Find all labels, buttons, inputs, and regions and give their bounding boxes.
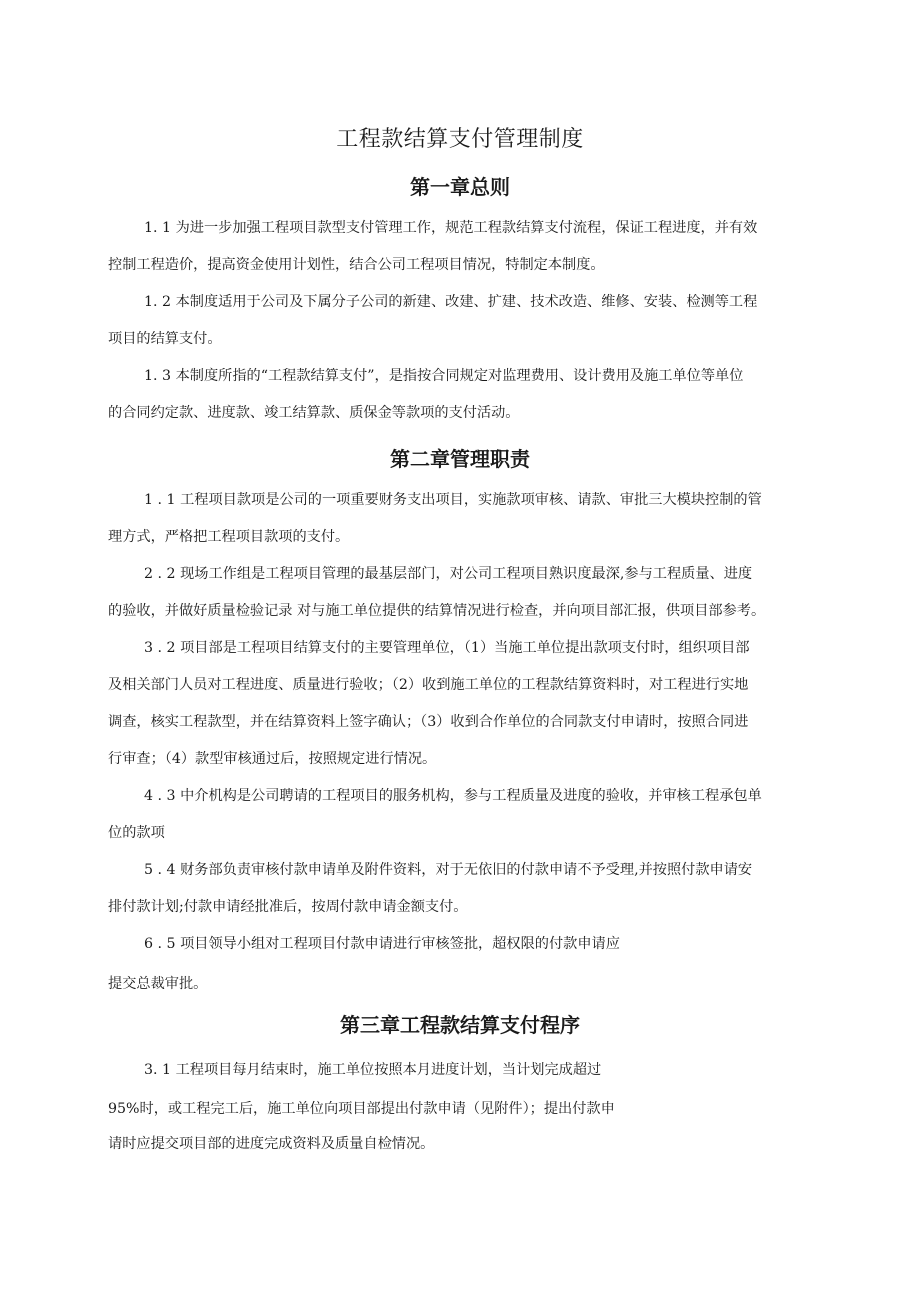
ch2-para-3-line-1: 3 . 2 项目部是工程项目结算支付的主要管理单位，（1）当施工单位提出款项支付时，组织项目部 (144, 640, 750, 656)
ch1-para-2-line-2: 项目的结算支付。 (108, 331, 222, 347)
chapter-3-heading: 第三章工程款结算支付程序 (340, 1013, 580, 1037)
ch2-para-5-line-2: 排付款计划;付款申请经批准后，按周付款申请金额支付。 (108, 899, 468, 915)
ch2-para-1-line-2: 理方式，严格把工程项目款项的支付。 (108, 529, 350, 545)
chapter-1-heading: 第一章总则 (410, 175, 510, 199)
chapter-2-heading: 第二章管理职责 (390, 447, 530, 471)
ch3-para-1-line-3: 请时应提交项目部的进度完成资料及质量自检情况。 (108, 1136, 435, 1152)
ch1-para-1-line-2: 控制工程造价，提高资金使用计划性，结合公司工程项目情况，特制定本制度。 (108, 257, 605, 273)
ch1-para-2-line-1: 1. 2 本制度适用于公司及下属分子公司的新建、改建、扩建、技术改造、维修、安装、检测等工程 (144, 294, 758, 310)
ch2-para-4-line-2: 位的款项 (108, 825, 165, 841)
ch2-para-3-line-2: 及相关部门人员对工程进度、质量进行验收；（2）收到施工单位的工程款结算资料时，对工程进行实地 (108, 677, 749, 693)
ch2-para-6-line-2: 提交总裁审批。 (108, 976, 208, 992)
ch1-para-1-line-1: 1. 1 为进一步加强工程项目款型支付管理工作，规范工程款结算支付流程，保证工程进度，并有效 (144, 220, 758, 236)
ch2-para-2-line-2: 的验收，并做好质量检验记录 对与施工单位提供的结算情况进行检查，并向项目部汇报，供项目部参考。 (108, 603, 766, 619)
document-title: 工程款结算支付管理制度 (336, 127, 584, 152)
ch3-para-1-line-1: 3. 1 工程项目每月结束时，施工单位按照本月进度计划，当计划完成超过 (144, 1062, 602, 1078)
ch2-para-3-line-4: 行审查；（4）款型审核通过后，按照规定进行情况。 (108, 751, 437, 767)
ch2-para-6-line-1: 6 . 5 项目领导小组对工程项目付款申请进行审核签批，超权限的付款申请应 (144, 936, 620, 952)
ch2-para-5-line-1: 5 . 4 财务部负责审核付款申请单及附件资料，对于无依旧的付款申请不予受理,并按照付款申请安 (144, 862, 753, 878)
ch2-para-2-line-1: 2 . 2 现场工作组是工程项目管理的最基层部门，对公司工程项目熟识度最深,参与工程质量、进度 (144, 566, 753, 582)
ch2-para-4-line-1: 4 . 3 中介机构是公司聘请的工程项目的服务机构，参与工程质量及进度的验收，并审核工程承包单 (144, 788, 762, 804)
ch1-para-3-line-1: 1. 3 本制度所指的“工程款结算支付”，是指按合同规定对监理费用、设计费用及施工单位等单位 (144, 368, 744, 384)
ch2-para-3-line-3: 调查，核实工程款型，并在结算资料上签字确认；（3）收到合作单位的合同款支付申请时，按照合同进 (108, 714, 749, 730)
ch1-para-3-line-2: 的合同约定款、进度款、竣工结算款、质保金等款项的支付活动。 (108, 405, 520, 421)
ch3-para-1-line-2: 95%时，或工程完工后，施工单位向项目部提出付款申请（见附件）；提出付款申 (108, 1101, 615, 1117)
ch2-para-1-line-1: 1 . 1 工程项目款项是公司的一项重要财务支出项目，实施款项审核、请款、审批三大模块控制的管 (144, 492, 762, 508)
